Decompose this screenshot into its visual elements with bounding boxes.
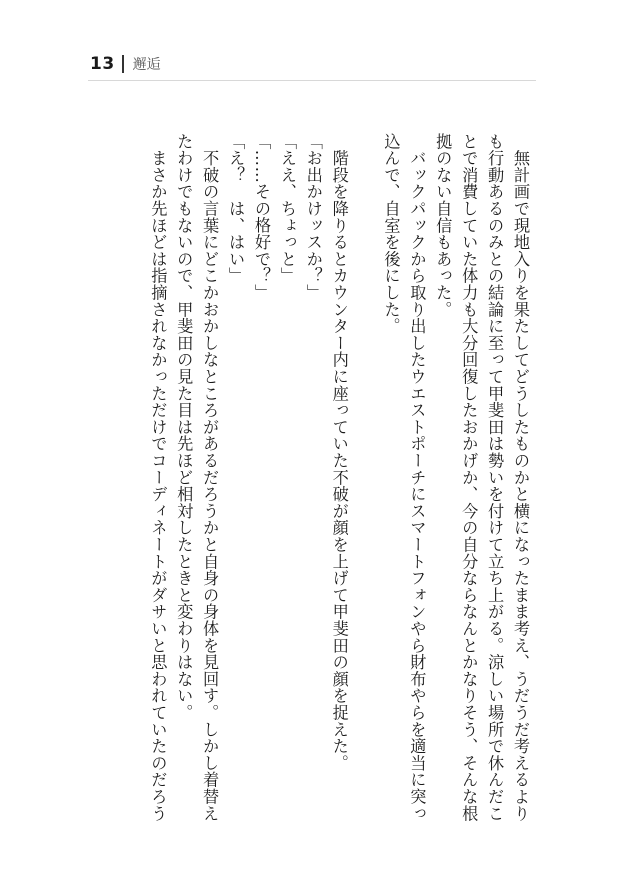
text-line: まさか先ほどは指摘されなかっただけでコーディネートがダサいと思われていたのだろう	[148, 133, 168, 822]
text-line: たわけでもないので、甲斐田の見た目は先ほど相対したときと変わりはない。	[174, 133, 194, 721]
text-line: 無計画で現地入りを果たしてどうしたものかと横になったまま考え、うだうだ考えるより	[511, 133, 530, 822]
text-line: 拠のない自信もあった。	[433, 133, 453, 318]
vertical-body-text	[144, 133, 533, 838]
text-line: も行動あるのみとの結論に至って甲斐田は勢いを付けて立ち上がる。涼しい場所で休んだこ	[485, 133, 505, 822]
text-line: 不破の言葉にどこかおかしなところがあるだろうかと自身の身体を見回す。しかし着替え	[200, 133, 220, 822]
page-number: 13	[90, 54, 115, 74]
text-line: バックパックから取り出したウエストポーチにスマートフォンやら財布やらを適当に突っ	[407, 133, 427, 822]
dialogue-line: 「お出かけッスか？」	[303, 133, 323, 301]
paragraph-gap	[352, 133, 378, 838]
chapter-title: 邂逅	[132, 57, 161, 73]
header-rule	[88, 80, 536, 81]
dialogue-line: 「え？ は、はい」	[226, 133, 246, 285]
text-line: 込んで、自室を後にした。	[381, 133, 401, 335]
running-header	[90, 51, 161, 77]
dialogue-line: 「ええ、ちょっと」	[277, 133, 297, 285]
header-divider	[122, 55, 124, 73]
dialogue-line: 「……その格好で？」	[251, 133, 271, 301]
text-line: とで消費していた体力も大分回復したおかげか、今の自分ならなんとかなりそう、そんな根	[459, 133, 479, 822]
text-line: 階段を降りるとカウンター内に座っていた不破が顔を上げて甲斐田の顔を捉えた。	[329, 133, 349, 772]
